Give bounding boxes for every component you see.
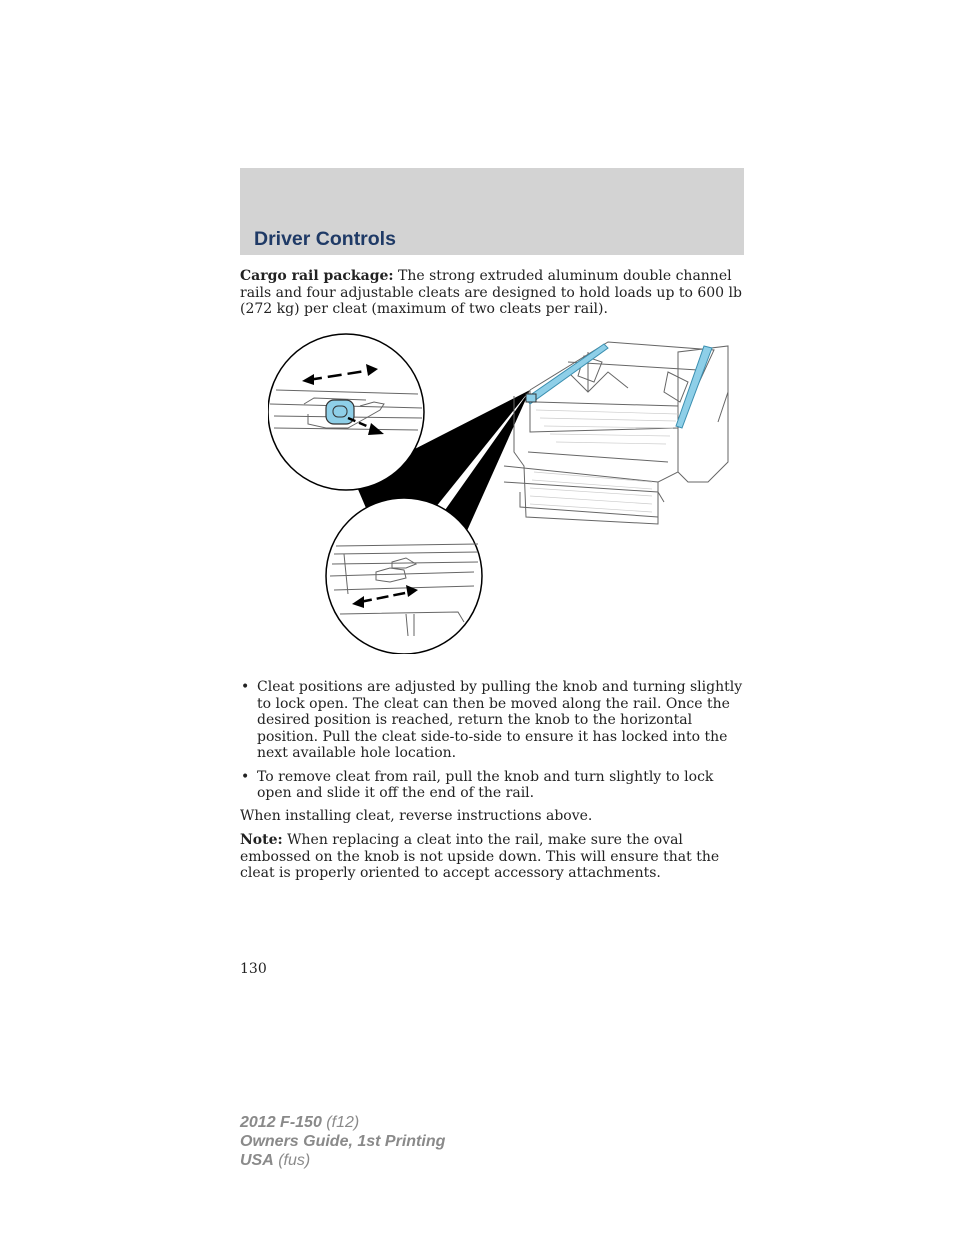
bullet-icon: • bbox=[241, 768, 250, 785]
instruction-list bbox=[240, 679, 746, 809]
upper-detail-circle bbox=[268, 334, 424, 490]
list-item bbox=[240, 769, 746, 802]
bullet-icon: • bbox=[241, 679, 250, 695]
cargo-rail-cleat-illustration bbox=[268, 332, 732, 654]
publication-footer bbox=[240, 1113, 445, 1170]
rail-highlight-left bbox=[526, 344, 608, 404]
lower-detail-circle bbox=[326, 498, 482, 654]
note-text: When replacing a cleat into the rail, make sure the oval embossed on the knob is not upside down. This will ensure that the cleat is properly oriented to accept accessory attachments. bbox=[240, 832, 720, 881]
footer-line-market: USA (fus) bbox=[240, 1152, 311, 1169]
install-paragraph: When installing cleat, reverse instructions above. bbox=[240, 808, 593, 824]
cleat-location-marker bbox=[526, 394, 536, 402]
list-item bbox=[240, 679, 746, 762]
note-lead: Note: bbox=[240, 832, 283, 848]
note-paragraph bbox=[240, 832, 746, 882]
footer-line-edition: Owners Guide, 1st Printing bbox=[240, 1133, 446, 1150]
page-number: 130 bbox=[240, 961, 267, 977]
section-title: Driver Controls bbox=[254, 228, 396, 250]
cleat-knob-highlight bbox=[326, 400, 354, 424]
intro-paragraph bbox=[240, 268, 746, 318]
rail-highlight-right bbox=[676, 346, 712, 428]
footer-line-model: 2012 F-150 (f12) bbox=[240, 1114, 360, 1131]
intro-lead: Cargo rail package: bbox=[240, 268, 394, 284]
intro-text: The strong extruded aluminum double channel rails and four adjustable cleats are designed to hold loads up to 600 lb (272 kg) per cleat (maximum of two cleats per rail). bbox=[240, 268, 742, 317]
section-header-band bbox=[240, 168, 744, 255]
list-item-text: To remove cleat from rail, pull the knob and turn slightly to lock open and slide it off the end of the rail. bbox=[257, 768, 714, 801]
list-item-text: Cleat positions are adjusted by pulling the knob and turning slightly to lock open. The cleat can then be moved along the rail. Once the desired position is reached, return the knob to the horizontal position. Pull the cleat side-to-side to ensure it has locked into the next available hole location. bbox=[257, 679, 743, 761]
